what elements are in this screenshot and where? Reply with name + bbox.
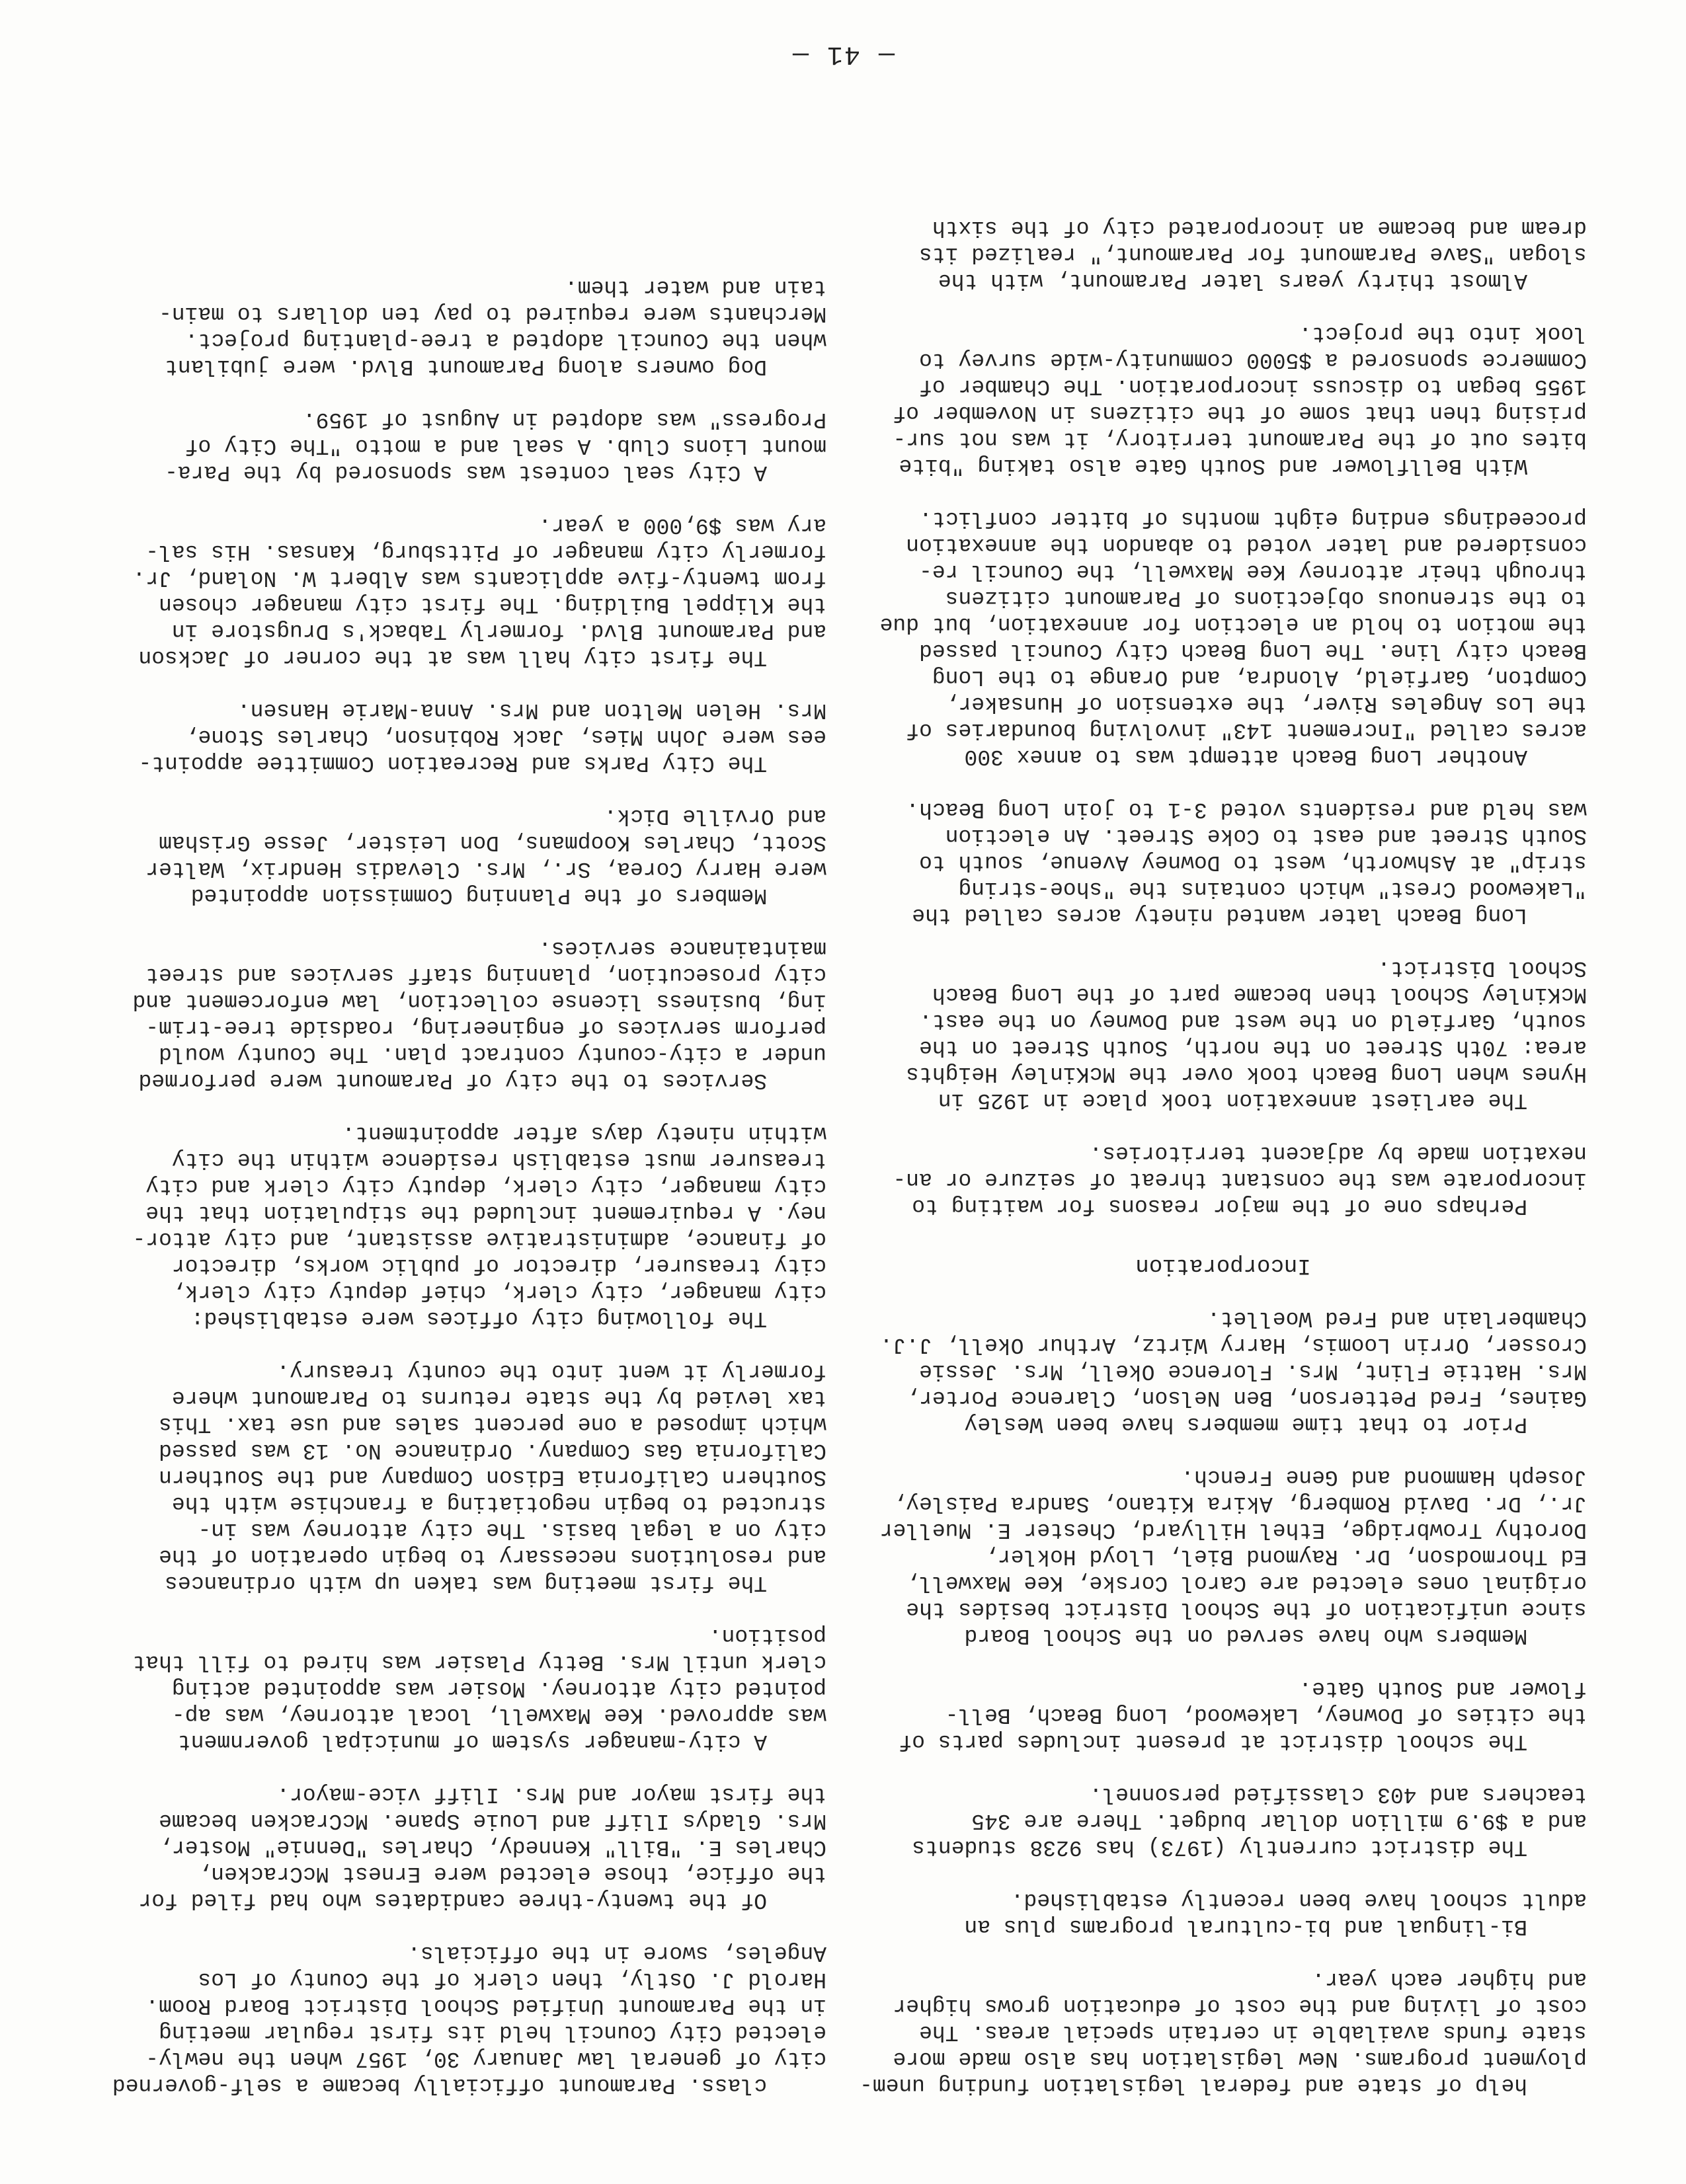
- paragraph: The school district at present includes parts of the cities of Downey, Lakewood, Long Beach, Bell- flower and South Gate.: [899, 1676, 1587, 1754]
- right-column: [99, 247, 826, 2098]
- left-column: [860, 188, 1587, 2098]
- paragraph: help of state and federal legislation funding unem- ployment programs. New legislation has also made more state funds available in certain special areas. The cost of living and the cost of education grows higher and higher each year.: [860, 1967, 1587, 2097]
- paragraph: Long Beach later wanted ninety acres called the "Lakewood Crest" which contains the "shoe-string strip" at Ashworth, west to Downey Avenue, south to South Street and east to Coke Street. An election was held and residents voted 3-1 to join Long Beach.: [906, 797, 1587, 927]
- paragraph: Prior to that time members have been Wesley Gaines, Fred Petterson, Ben Nelson, Clarence Porter, Mrs. Hattie Flint, Mrs. Florence Okell, Mrs. Jessie Crosser, Orrin Loomis, Harry Wirtz, Arthur Okell, J.J. Chamberlain and Fred Woellet.: [879, 1306, 1587, 1436]
- paragraph: Almost thirty years later Paramount, with the slogan "Save Paramount for Paramount," realized its dream and became an incorporated city of the sixth: [919, 215, 1587, 293]
- paragraph: Perhaps one of the major reasons for waiting to incorporate was the constant threat of seizure or an- nexation made by adjacent territories.: [893, 1141, 1587, 1218]
- paragraph: The district currently (1973) has 9238 students and a $9.9 million dollar budget. There are 345 teachers and 403 classified personnel.: [912, 1782, 1587, 1859]
- paragraph: The first city hall was at the corner of Jackson and Paramount Blvd. formerly Taback's Drugstore in the Klippel Building. The first city manager chosen from twenty-five applicants was Albert W. Noland, Jr. formerly city manager of Pittsburg, Kansas. His sal- ary was $9,000 a year.: [132, 513, 826, 670]
- paragraph: A City seal contest was sponsored by the Para- mount Lions Club. A seal and a motto "The City of Progress" was adopted in August of 1959.: [165, 407, 826, 485]
- paragraph: The following city offices were established: city manager, city clerk, chief deputy city clerk, city treasurer, director of public works, director of finance, administrative assistant, and city attor- ney. A requirement included the stipulation that the city manager, city clerk, deputy city clerk and city treasurer must establish residence within the city within ninety days after appointment.: [132, 1121, 826, 1331]
- paragraph: Members of the Planning Commission appointed were Harry Corea, Sr., Mrs. Clevadis Hendrix, Walter Scott, Charles Koopmans, Don Leister, Jesse Grisham and Orville Dick.: [145, 804, 826, 908]
- paragraph: Services to the city of Paramount were performed under a city-county contract plan. The County would perform services of engineering, roadside tree-trim- ing, business license collection, law enforcement and city prosecution, planning staff services and street maintainance services.: [132, 936, 826, 1093]
- paragraph: The earliest annexation took place in 1925 in Hynes when Long Beach took over the McKinley Heights area: 70th Street on the north, South Street on the south, Garfield on the west and Downey on the east. McKinley School then became part of the Long Beach School District.: [906, 956, 1587, 1112]
- paragraph: Members who have served on the School Board since unification of the School District besides the original ones elected are Carol Corske, Kee Maxwell, Ed Thormodson, Dr. Raymond Biel, Lloyd Hokler, Dorothy Trowbridge, Ethel Hillyard, Chester E. Mueller Jr., Dr. David Romberg, Akira Kitano, Sandra Paisley, Joseph Hammond and Gene French.: [879, 1465, 1587, 1648]
- paragraph: A city-manager system of municipal government was approved. Kee Maxwell, local attorney, was ap- pointed city attorney. Mosier was appointed acting clerk until Mrs. Betty Plasier was hired to fill that position.: [132, 1623, 826, 1754]
- paragraph: Bi-lingual and bi-cultural programs plus an adult school have been recently established.: [964, 1888, 1587, 1939]
- page-number: — 41 —: [791, 39, 895, 69]
- section-heading: Incorporation: [1135, 1253, 1311, 1278]
- paragraph: The City Parks and Recreation Committee appoint- ees were John Mies, Jack Robinson, Charles Stone, Mrs. Helen Melton and Mrs. Anna-Marie Hansen.: [138, 698, 826, 775]
- paragraph: Dog owners along Paramount Blvd. were jubilant when the Council adopted a tree-planting project. Merchants were required to pay ten dollars to main- tain and water them.: [159, 275, 826, 379]
- paragraph: Of the twenty-three candidates who had filed for the office, those elected were Ernest McCracken, Charles E. "Bill" Kennedy, Charles "Dennie" Moster, Mrs. Gladys Iliff and Louie Spane. McCracken became the first mayor and Mrs. Iliff vice-mayor.: [138, 1782, 826, 1912]
- paragraph: Another Long Beach attempt was to annex 300 acres called "Increment 143" involving boundaries of the Los Angeles River, the extension of Hunsaker, Compton, Garfield, Alondra, and Orange to the Long Beach city line. The Long Beach City Council passed the motion to hold an election for annexation, but due to the strenuous objections of Paramount citizens through their attorney Kee Maxwell, the Council re- considered and later voted to abandon the annexation proceedings ending eight months of bitter conflict.: [879, 506, 1587, 769]
- paragraph: The first meeting was taken up with ordinances and resolutions necessary to begin operation of the city on a legal basis. The city attorney was in- structed to begin negotiating a franchise with the Southern California Edison Company and the Southern California Gas Company. Ordinance No. 13 was passed which imposed a one percent sales and use tax. This tax levied by the state returns to Paramount where formerly it went into the county treasury.: [159, 1359, 826, 1595]
- paragraph: class. Paramount officially became a self-governed city of general law January 30, 1957 when the newly- elected City Council held its first regular meeting in the Paramount Unified School District Board Room. Harold J. Ostly, then clerk of the County of Los Angeles, swore in the officials.: [112, 1941, 826, 2097]
- paragraph: With Bellflower and South Gate also taking "bite bites out of the Paramount territory, it was not sur- prising then that some of the citizens in November of 1955 began to discuss incorporation. The Chamber of Commerce sponsored a $5000 community-wide survey to look into the project.: [893, 321, 1587, 478]
